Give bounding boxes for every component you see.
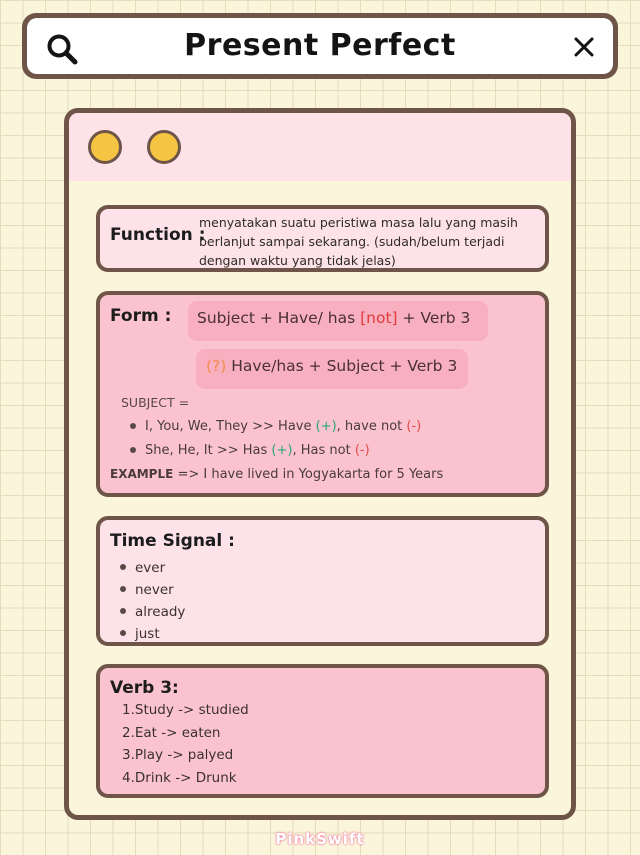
function-label: Function : [110,225,206,245]
example-text: => I have lived in Yogyakarta for 5 Years [173,467,444,482]
subject-neg: (-) [354,443,370,458]
time-signal-item: never [135,582,174,598]
time-signal-item: already [135,604,186,620]
list-item: 1.Study -> studied [122,702,249,718]
list-item: 3.Play -> palyed [122,747,234,763]
example-line [110,467,443,482]
subject-pos: (+) [315,419,337,434]
bullet-icon [130,423,136,429]
verb3-label: Verb 3: [110,678,179,698]
page-title: Present Perfect [184,28,456,63]
time-signal-item: just [135,626,160,642]
close-icon[interactable] [569,32,599,62]
subject-pronouns: I, You, We, They >> Have [145,419,316,434]
verb3-card [96,664,549,798]
list-item [120,626,185,648]
subject-pos: (+) [271,443,293,458]
list-item [120,560,185,582]
time-signal-list [120,560,185,648]
window-dot-left [88,130,122,164]
bullet-icon [120,586,126,592]
search-field[interactable] [27,18,613,74]
subject-mid: , have not [336,419,407,434]
verb3-list [122,702,249,792]
formula-part2: + Verb 3 [397,309,471,327]
subject-line-1 [130,419,421,434]
formula-q-rest: Have/has + Subject + Verb 3 [226,357,458,375]
example-label: EXAMPLE [110,467,174,481]
window-dot-right [147,130,181,164]
form-card [96,291,549,497]
formula-q: (?) [206,357,227,375]
bullet-icon [120,564,126,570]
list-item: 2.Eat -> eaten [122,724,221,741]
list-item: 4.Drink -> Drunk [122,769,237,786]
list-item [120,604,185,626]
function-text: menyatakan suatu peristiwa masa lalu yang masih berlanjut sampai sekarang. (sudah/belum terjadi dengan waktu yang tidak jelas) [199,215,518,268]
subject-mid: , Has not [292,443,355,458]
form-formula-question [196,349,468,389]
bullet-icon [120,630,126,636]
formula-neg: [not] [360,309,398,327]
subject-neg: (-) [406,419,422,434]
footer-brand: PinkSwift [275,830,365,848]
list-item [120,582,185,604]
subject-pronouns: She, He, It >> Has [145,443,272,458]
subject-label: SUBJECT = [121,395,190,410]
content-window [64,108,576,820]
time-signal-label: Time Signal : [110,531,235,551]
subject-line-2 [130,443,370,458]
bullet-icon [120,608,126,614]
bullet-icon [130,447,136,453]
time-signal-item: ever [135,560,166,576]
function-card [96,205,549,272]
search-bar [22,13,618,79]
window-header [69,113,571,181]
formula-part1: Subject + Have/ has [197,309,361,327]
time-signal-card [96,516,549,646]
form-formula-positive [188,301,488,341]
form-label: Form : [110,306,172,326]
